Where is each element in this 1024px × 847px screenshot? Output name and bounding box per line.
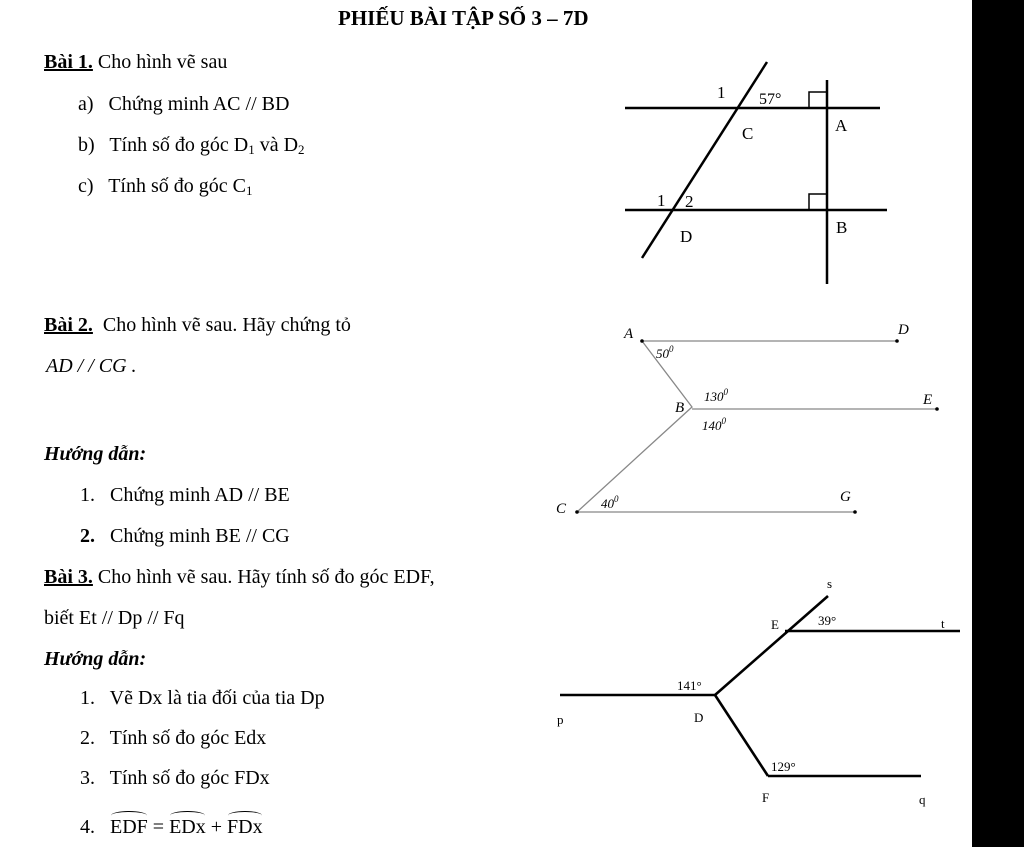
label-angle-129: 129° [771,759,796,774]
label-g: G [840,489,851,505]
label-angle-d1: 1 [657,191,666,210]
label-e: E [771,617,779,632]
black-side-bar [972,0,1024,847]
label-point-b: B [836,218,848,237]
bai3-text2: biết Et // Dp // Fq [44,607,185,629]
label-angle-50-value: 50 [656,346,669,361]
label-angle-40-value: 40 [601,496,614,511]
label-f: F [762,790,770,805]
label-d: D [694,710,704,725]
ray-df [715,695,768,776]
label-angle-141: 141° [677,678,702,693]
bai2-guide-label: Hướng dẫn: [44,443,147,465]
equals-sign: = [147,816,170,838]
bai3-guide-label: Hướng dẫn: [44,648,147,670]
bai1-text: Cho hình vẽ sau [97,51,228,73]
bai1-item-c-text: Tính số đo góc C [108,175,246,197]
bai1-item-b-sub1: 1 [248,142,255,157]
label-angle-c1: 1 [717,83,726,102]
label-angle-39: 39° [818,613,837,628]
label-q: q [919,792,926,807]
bai3-step-3-num: 3. [80,767,95,789]
ray-ds [715,596,828,695]
label-angle-57: 57° [759,91,782,108]
label-angle-50-degree: 0 [669,344,674,354]
angle-fdx: FDx [227,816,263,838]
bai2-text: Cho hình vẽ sau. Hãy chứng tỏ [102,314,351,336]
bai3-step-1-text: Vẽ Dx là tia đối của tia Dp [109,687,325,709]
bai1-item-b-text: Tính số đo góc D [109,134,249,156]
bai1-item-b-sub2: 2 [298,142,305,157]
label-angle-d2: 2 [685,192,694,211]
label-point-a: A [835,116,848,135]
bai3-text: Cho hình vẽ sau. Hãy tính số đo góc EDF, [97,566,435,588]
label-angle-130-value: 130 [704,389,724,404]
bai1-item-c-sub1: 1 [245,183,253,198]
bai2-step-2-num: 2. [80,525,95,547]
label-angle-130-degree: 0 [723,387,728,397]
angle-edx: EDx [169,816,206,838]
bai3-step-1-num: 1. [80,687,95,709]
label-e: E [923,392,933,408]
label-s: s [827,576,833,591]
bai1-item-c-marker: c) [78,175,94,197]
bai3-label: Bài 3. [44,566,93,588]
bai2-step-1-num: 1. [80,484,95,506]
bai1-item-b-marker: b) [78,134,95,156]
bai3-step-4-num: 4. [80,816,95,838]
bai1-item-a-marker: a) [78,93,94,115]
label-point-c: C [742,124,754,143]
label-angle-140-degree: 0 [721,416,726,426]
bai1-label: Bài 1. [44,51,93,73]
bai2-label: Bài 2. [44,314,93,336]
bai3-step-3-text: Tính số đo góc FDx [109,767,270,789]
label-angle-140-value: 140 [702,418,722,433]
bai2-step-1-text: Chứng minh AD // BE [110,484,290,506]
page-title: PHIẾU BÀI TẬP SỐ 3 – 7D [338,6,589,30]
label-t: t [941,616,945,631]
bai1-item-b-mid: và D [254,134,299,156]
label-point-d: D [680,227,693,246]
bai1-item-a-text: Chứng minh AC // BD [108,93,290,115]
label-b: B [675,400,685,416]
angle-edf: EDF [110,816,148,838]
plus-sign: + [205,816,228,838]
label-d: D [898,322,909,338]
bai3-step-2-num: 2. [80,727,95,749]
label-p: p [557,712,564,727]
label-c: C [556,501,567,517]
bai2-math: AD / / CG . [46,355,137,377]
label-angle-40-degree: 0 [614,494,619,504]
bai3-step-2-text: Tính số đo góc Edx [109,727,267,749]
label-a: A [624,326,634,342]
bai2-step-2-text: Chứng minh BE // CG [110,525,290,547]
